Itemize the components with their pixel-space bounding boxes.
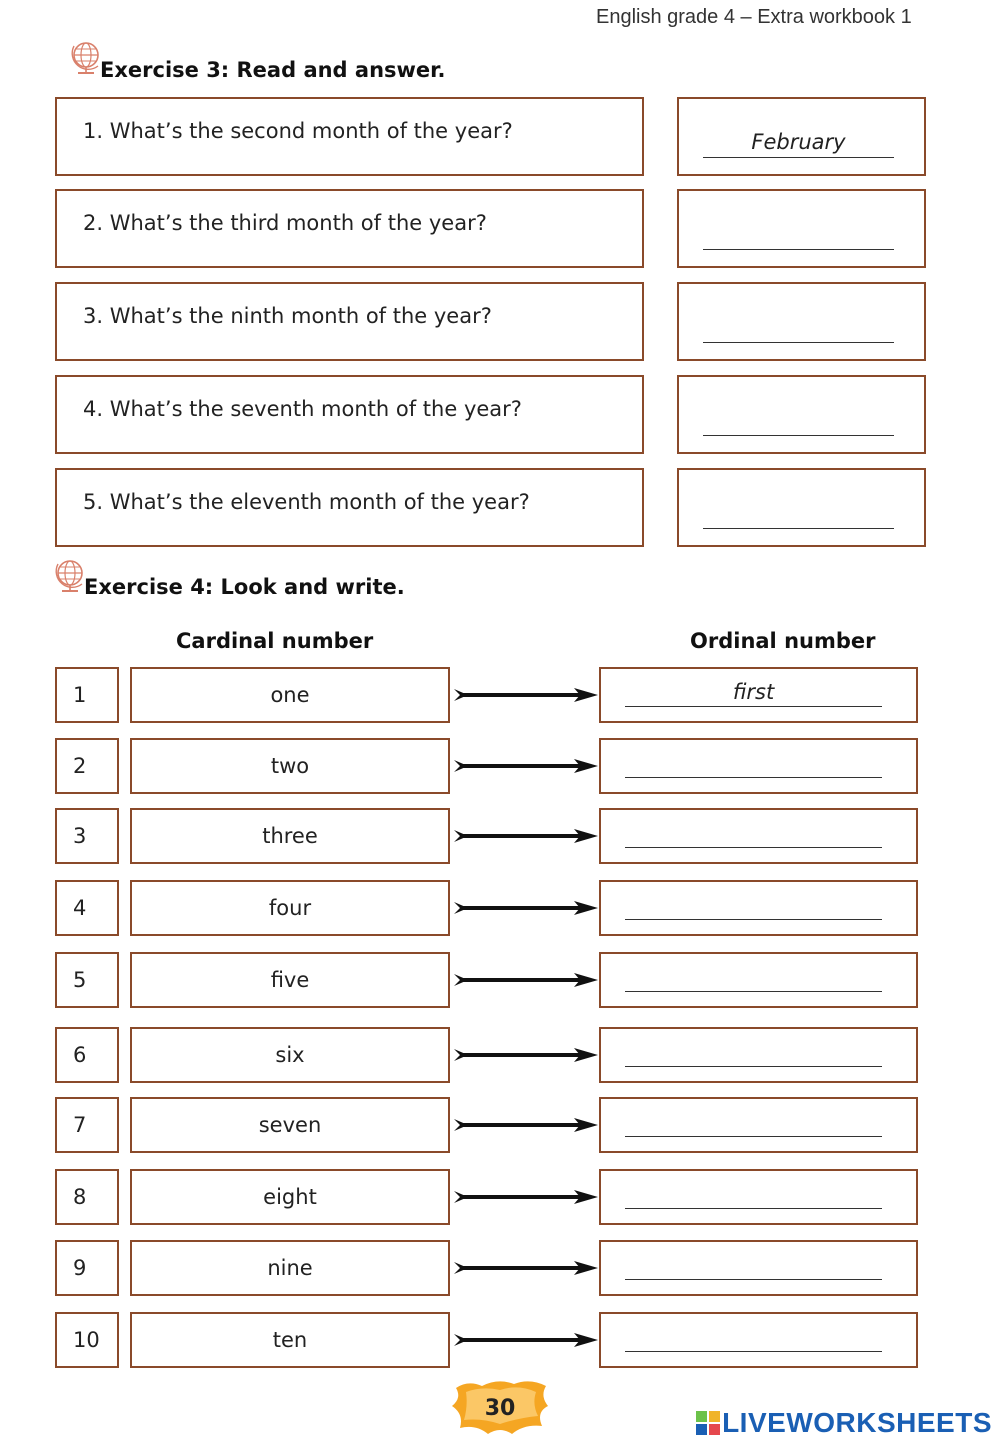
ordinal-answer-field[interactable] — [625, 749, 882, 778]
cardinal-word-box — [130, 1097, 450, 1153]
ordinal-answer-field[interactable] — [625, 1038, 882, 1067]
cardinal-word: three — [262, 824, 318, 848]
cardinal-word-box — [130, 667, 450, 723]
number-box — [55, 1097, 119, 1153]
arrow-right-icon — [452, 1115, 600, 1135]
arrow-right-icon — [452, 970, 600, 990]
answer-field[interactable] — [703, 405, 894, 436]
page-header: English grade 4 – Extra workbook 1 — [596, 6, 912, 28]
row-number: 7 — [73, 1113, 87, 1137]
ordinal-answer-field[interactable] — [625, 963, 882, 992]
question-box — [55, 282, 644, 361]
ordinal-answer-box — [599, 952, 918, 1008]
answer-field[interactable] — [703, 219, 894, 250]
arrow-right-icon — [452, 826, 600, 846]
number-box — [55, 1027, 119, 1083]
page-number: 30 — [484, 1396, 516, 1421]
brand-text: LIVEWORKSHEETS — [722, 1407, 992, 1438]
question-text: 5. What’s the eleventh month of the year? — [83, 490, 530, 514]
cardinal-word-box — [130, 880, 450, 936]
exercise4-title: Exercise 4: Look and write. — [84, 575, 405, 599]
cardinal-word: eight — [263, 1185, 317, 1209]
ordinal-answer-box — [599, 1240, 918, 1296]
cardinal-word: two — [270, 754, 310, 778]
answer-box — [677, 468, 926, 547]
cardinal-word: four — [268, 896, 312, 920]
arrow-right-icon — [452, 685, 600, 705]
row-number: 1 — [73, 683, 87, 707]
number-box — [55, 738, 119, 794]
number-box — [55, 880, 119, 936]
row-number: 4 — [73, 896, 87, 920]
question-text: 1. What’s the second month of the year? — [83, 119, 513, 143]
ordinal-answer-field[interactable] — [625, 1251, 882, 1280]
cardinal-header: Cardinal number — [176, 629, 374, 653]
ordinal-answer-field[interactable] — [625, 1323, 882, 1352]
answer-box — [677, 375, 926, 454]
cardinal-word: nine — [267, 1256, 313, 1280]
cardinal-word: six — [275, 1043, 305, 1067]
question-text: 4. What’s the seventh month of the year? — [83, 397, 522, 421]
question-box — [55, 468, 644, 547]
answer-field[interactable] — [703, 312, 894, 343]
row-number: 9 — [73, 1256, 87, 1280]
ordinal-answer-field[interactable] — [625, 891, 882, 920]
answer-box — [677, 97, 926, 176]
cardinal-word-box — [130, 738, 450, 794]
arrow-right-icon — [452, 1258, 600, 1278]
arrow-right-icon — [452, 898, 600, 918]
answer-field[interactable] — [703, 498, 894, 529]
ordinal-answer-box — [599, 667, 918, 723]
ordinal-answer-field[interactable] — [625, 1108, 882, 1137]
cardinal-word-box — [130, 1240, 450, 1296]
row-number: 5 — [73, 968, 87, 992]
number-box — [55, 1312, 119, 1368]
ordinal-header: Ordinal number — [690, 629, 876, 653]
cardinal-word: seven — [258, 1113, 322, 1137]
answer-box — [677, 189, 926, 268]
answer-field[interactable]: February — [703, 127, 894, 158]
exercise3-title: Exercise 3: Read and answer. — [100, 58, 446, 82]
ordinal-answer-box — [599, 808, 918, 864]
ordinal-answer-box — [599, 1169, 918, 1225]
globe-icon — [52, 558, 88, 594]
row-number: 6 — [73, 1043, 87, 1067]
footer-brand — [696, 1407, 992, 1439]
cardinal-word-box — [130, 1169, 450, 1225]
row-number: 2 — [73, 754, 87, 778]
cardinal-word: one — [270, 683, 310, 707]
row-number: 3 — [73, 824, 87, 848]
cardinal-word-box — [130, 952, 450, 1008]
ordinal-answer-field[interactable] — [625, 819, 882, 848]
arrow-right-icon — [452, 756, 600, 776]
globe-icon — [68, 40, 104, 76]
ordinal-answer-box — [599, 1312, 918, 1368]
question-box — [55, 189, 644, 268]
number-box — [55, 667, 119, 723]
cardinal-word-box — [130, 1027, 450, 1083]
ordinal-answer-box — [599, 1027, 918, 1083]
question-text: 3. What’s the ninth month of the year? — [83, 304, 492, 328]
row-number: 10 — [73, 1328, 100, 1352]
row-number: 8 — [73, 1185, 87, 1209]
arrow-right-icon — [452, 1045, 600, 1065]
cardinal-word-box — [130, 1312, 450, 1368]
number-box — [55, 1169, 119, 1225]
ordinal-answer-box — [599, 880, 918, 936]
liveworksheets-logo-icon — [696, 1411, 720, 1435]
ordinal-answer-field[interactable] — [625, 1180, 882, 1209]
page-number-badge — [448, 1378, 552, 1438]
cardinal-word-box — [130, 808, 450, 864]
number-box — [55, 1240, 119, 1296]
question-box — [55, 97, 644, 176]
ordinal-answer-box — [599, 738, 918, 794]
number-box — [55, 808, 119, 864]
ordinal-answer-box — [599, 1097, 918, 1153]
question-box — [55, 375, 644, 454]
cardinal-word: ten — [272, 1328, 308, 1352]
arrow-right-icon — [452, 1330, 600, 1350]
ordinal-answer-field[interactable]: first — [625, 678, 882, 707]
number-box — [55, 952, 119, 1008]
arrow-right-icon — [452, 1187, 600, 1207]
answer-box — [677, 282, 926, 361]
cardinal-word: five — [270, 968, 310, 992]
question-text: 2. What’s the third month of the year? — [83, 211, 487, 235]
